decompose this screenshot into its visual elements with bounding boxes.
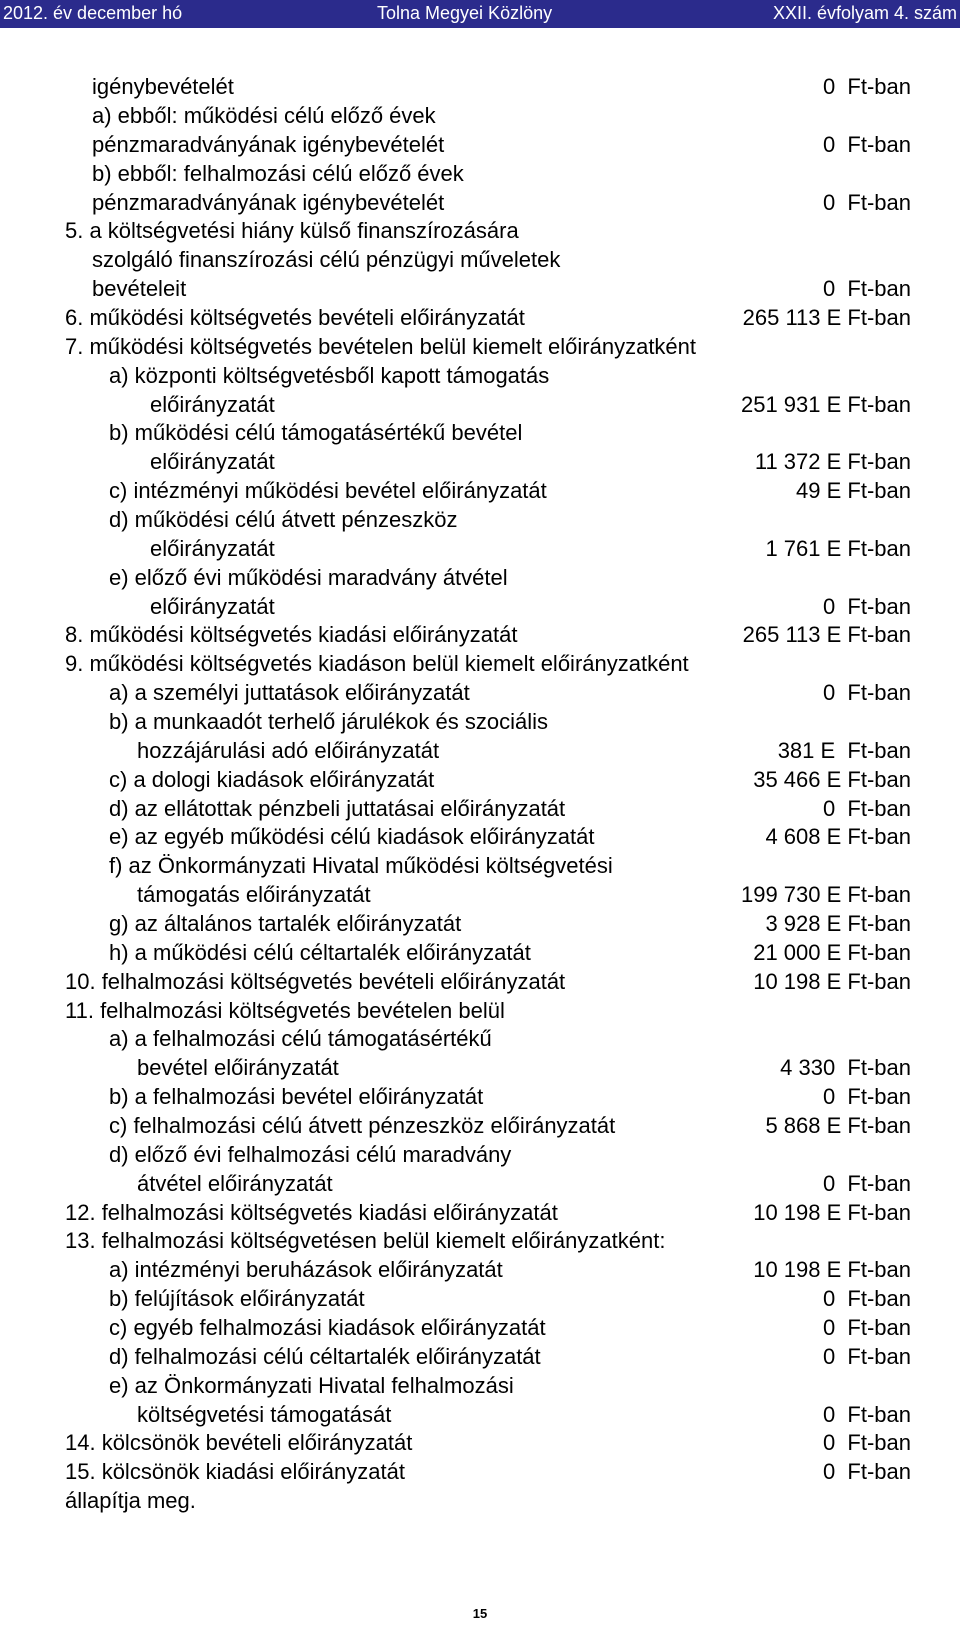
item-text: 7. működési költségvetés bevételen belül kiemelt előirányzatként — [65, 334, 697, 359]
item-text: f) az Önkormányzati Hivatal működési költségvetési — [109, 853, 613, 878]
item-amount: 4 608 E Ft-ban — [765, 824, 911, 849]
list-item — [0, 592, 960, 621]
item-amount: 0 Ft-ban — [822, 1402, 911, 1427]
item-amount: 0 Ft-ban — [822, 1286, 911, 1311]
item-amount: 0 Ft-ban — [822, 1344, 911, 1369]
item-amount: 1 761 E Ft-ban — [765, 536, 911, 561]
list-item — [0, 563, 960, 592]
list-item — [0, 1169, 960, 1198]
item-text: előirányzatát — [150, 594, 275, 619]
list-item — [0, 967, 960, 996]
list-item — [0, 361, 960, 390]
list-item — [0, 880, 960, 909]
item-text: d) működési célú átvett pénzeszköz — [109, 507, 458, 532]
item-amount: 21 000 E Ft-ban — [753, 940, 911, 965]
item-text: d) előző évi felhalmozási célú maradvány — [109, 1142, 512, 1167]
item-text: c) intézményi működési bevétel előirányzatát — [109, 478, 547, 503]
item-text: b) a munkaadót terhelő járulékok és szociális — [109, 709, 549, 734]
item-amount: 5 868 E Ft-ban — [765, 1113, 911, 1138]
list-item — [0, 1400, 960, 1429]
item-text: 12. felhalmozási költségvetés kiadási előirányzatát — [65, 1200, 558, 1225]
item-amount: 0 Ft-ban — [822, 680, 911, 705]
item-text: előirányzatát — [150, 536, 275, 561]
list-item — [0, 736, 960, 765]
item-text: e) az egyéb működési célú kiadások előirányzatát — [109, 824, 595, 849]
list-item — [0, 822, 960, 851]
list-item — [0, 1226, 960, 1255]
item-amount: 251 931 E Ft-ban — [740, 392, 911, 417]
item-text: a) a személyi juttatások előirányzatát — [109, 680, 470, 705]
item-amount: 0 Ft-ban — [822, 190, 911, 215]
page-number: 15 — [472, 1606, 488, 1621]
item-text: b) a felhalmozási bevétel előirányzatát — [109, 1084, 484, 1109]
item-text: e) előző évi működési maradvány átvétel — [109, 565, 508, 590]
list-item — [0, 505, 960, 534]
item-amount: 10 198 E Ft-ban — [753, 1257, 911, 1282]
item-text: bevételeit — [92, 276, 187, 301]
item-text: e) az Önkormányzati Hivatal felhalmozási — [109, 1373, 514, 1398]
item-text: a) központi költségvetésből kapott támogatás — [109, 363, 550, 388]
item-text: c) a dologi kiadások előirányzatát — [109, 767, 435, 792]
item-text: d) az ellátottak pénzbeli juttatásai előirányzatát — [109, 796, 566, 821]
item-amount: 0 Ft-ban — [822, 74, 911, 99]
list-item — [0, 1486, 960, 1515]
list-item — [0, 707, 960, 736]
item-text: 5. a költségvetési hiány külső finanszírozására — [65, 218, 519, 243]
list-item — [0, 130, 960, 159]
item-text: a) intézményi beruházások előirányzatát — [109, 1257, 503, 1282]
list-item — [0, 159, 960, 188]
item-text: g) az általános tartalék előirányzatát — [109, 911, 462, 936]
list-item — [0, 72, 960, 101]
list-item — [0, 418, 960, 447]
list-item — [0, 765, 960, 794]
item-text: b) működési célú támogatásértékű bevétel — [109, 420, 523, 445]
list-item — [0, 332, 960, 361]
list-item — [0, 216, 960, 245]
list-item — [0, 996, 960, 1025]
list-item — [0, 1457, 960, 1486]
list-item — [0, 1140, 960, 1169]
list-item — [0, 1024, 960, 1053]
list-item — [0, 1371, 960, 1400]
list-item — [0, 678, 960, 707]
list-item — [0, 1428, 960, 1457]
list-item — [0, 303, 960, 332]
item-amount: 0 Ft-ban — [822, 1084, 911, 1109]
list-item — [0, 851, 960, 880]
list-item — [0, 1313, 960, 1342]
item-text: b) felújítások előirányzatát — [109, 1286, 365, 1311]
item-text: c) egyéb felhalmozási kiadások előirányzatát — [109, 1315, 546, 1340]
item-text: 8. működési költségvetés kiadási előirányzatát — [65, 622, 518, 647]
list-item — [0, 938, 960, 967]
item-amount: 265 113 E Ft-ban — [742, 622, 911, 647]
item-amount: 0 Ft-ban — [822, 132, 911, 157]
item-text: 14. kölcsönök bevételi előirányzatát — [65, 1430, 413, 1455]
list-item — [0, 1198, 960, 1227]
list-item — [0, 794, 960, 823]
item-text: pénzmaradványának igénybevételét — [92, 132, 445, 157]
list-item — [0, 620, 960, 649]
item-text: c) felhalmozási célú átvett pénzeszköz előirányzatát — [109, 1113, 616, 1138]
list-item — [0, 649, 960, 678]
list-item — [0, 1255, 960, 1284]
item-amount: 0 Ft-ban — [822, 1430, 911, 1455]
item-amount: 3 928 E Ft-ban — [765, 911, 911, 936]
item-amount: 4 330 Ft-ban — [780, 1055, 911, 1080]
list-item — [0, 447, 960, 476]
header-date: 2012. év december hó — [3, 3, 183, 23]
list-item — [0, 1111, 960, 1140]
item-amount: 0 Ft-ban — [822, 594, 911, 619]
list-item — [0, 274, 960, 303]
item-amount: 381 E Ft-ban — [777, 738, 911, 763]
header-publication: Tolna Megyei Közlöny — [377, 3, 553, 23]
list-item — [0, 1082, 960, 1111]
item-amount: 35 466 E Ft-ban — [753, 767, 911, 792]
item-amount: 265 113 E Ft-ban — [742, 305, 911, 330]
item-text: b) ebből: felhalmozási célú előző évek — [92, 161, 464, 186]
item-text: 13. felhalmozási költségvetésen belül kiemelt előirányzatként: — [65, 1228, 666, 1253]
item-text: 11. felhalmozási költségvetés bevételen belül — [65, 998, 505, 1023]
item-text: a) a felhalmozási célú támogatásértékű — [109, 1026, 492, 1051]
item-text: támogatás előirányzatát — [137, 882, 371, 907]
item-amount: 10 198 E Ft-ban — [753, 969, 911, 994]
list-item — [0, 1284, 960, 1313]
item-amount: 0 Ft-ban — [822, 1171, 911, 1196]
item-text: pénzmaradványának igénybevételét — [92, 190, 445, 215]
item-amount: 49 E Ft-ban — [796, 478, 911, 503]
item-text: bevétel előirányzatát — [137, 1055, 339, 1080]
item-text: állapítja meg. — [65, 1488, 196, 1513]
list-item — [0, 534, 960, 563]
item-text: a) ebből: működési célú előző évek — [92, 103, 436, 128]
item-text: előirányzatát — [150, 449, 275, 474]
item-text: hozzájárulási adó előirányzatát — [137, 738, 440, 763]
item-text: 9. működési költségvetés kiadáson belül kiemelt előirányzatként — [65, 651, 689, 676]
list-item — [0, 390, 960, 419]
item-text: igénybevételét — [92, 74, 234, 99]
item-text: szolgáló finanszírozási célú pénzügyi műveletek — [92, 247, 561, 272]
item-text: h) a működési célú céltartalék előirányzatát — [109, 940, 531, 965]
item-text: 6. működési költségvetés bevételi előirányzatát — [65, 305, 525, 330]
list-item — [0, 1342, 960, 1371]
list-item — [0, 188, 960, 217]
item-amount: 10 198 E Ft-ban — [753, 1200, 911, 1225]
item-amount: 0 Ft-ban — [822, 1315, 911, 1340]
item-text: 15. kölcsönök kiadási előirányzatát — [65, 1459, 405, 1484]
list-item — [0, 476, 960, 505]
item-amount: 0 Ft-ban — [822, 276, 911, 301]
item-amount: 199 730 E Ft-ban — [740, 882, 911, 907]
item-text: előirányzatát — [150, 392, 275, 417]
item-text: d) felhalmozási célú céltartalék előirányzatát — [109, 1344, 541, 1369]
item-amount: 11 372 E Ft-ban — [754, 449, 911, 474]
header-volume: XXII. évfolyam 4. szám — [772, 3, 957, 23]
list-item — [0, 1053, 960, 1082]
list-item — [0, 101, 960, 130]
item-amount: 0 Ft-ban — [822, 796, 911, 821]
item-text: 10. felhalmozási költségvetés bevételi előirányzatát — [65, 969, 566, 994]
list-item — [0, 245, 960, 274]
item-text: költségvetési támogatását — [137, 1402, 392, 1427]
item-amount: 0 Ft-ban — [822, 1459, 911, 1484]
list-item — [0, 909, 960, 938]
item-text: átvétel előirányzatát — [137, 1171, 333, 1196]
